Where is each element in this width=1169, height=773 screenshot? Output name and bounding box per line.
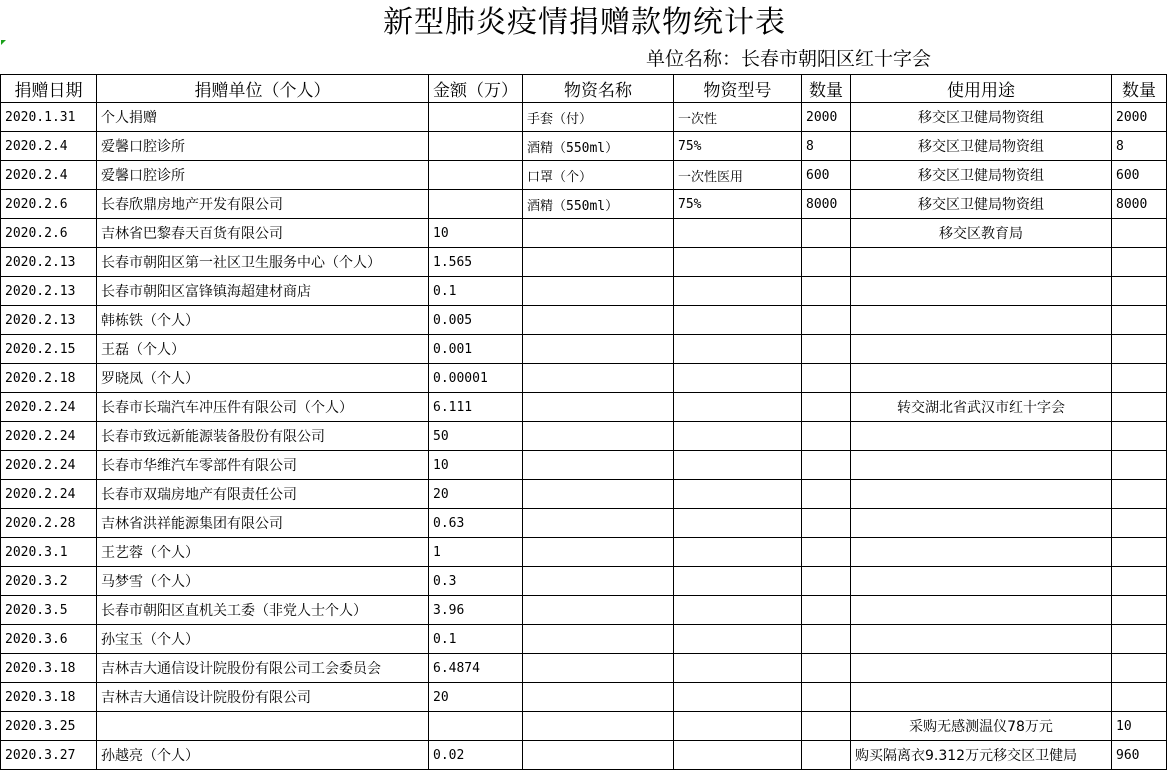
cell-qty2[interactable]: [1112, 422, 1167, 451]
cell-use[interactable]: 移交区卫健局物资组: [851, 103, 1112, 132]
cell-item[interactable]: [523, 567, 674, 596]
cell-qty2[interactable]: [1112, 306, 1167, 335]
cell-qty[interactable]: [802, 306, 851, 335]
cell-donor[interactable]: 王磊（个人）: [97, 335, 429, 364]
cell-qty[interactable]: [802, 712, 851, 741]
cell-use[interactable]: [851, 335, 1112, 364]
cell-qty[interactable]: [802, 654, 851, 683]
cell-amount[interactable]: 6.4874: [429, 654, 523, 683]
cell-use[interactable]: [851, 509, 1112, 538]
cell-item[interactable]: 酒精（550ml）: [523, 190, 674, 219]
cell-date[interactable]: 2020.2.13: [1, 248, 97, 277]
table-row: [1, 480, 1167, 509]
cell-item[interactable]: [523, 422, 674, 451]
cell-qty2[interactable]: [1112, 451, 1167, 480]
cell-amount[interactable]: [429, 132, 523, 161]
table-row: [1, 683, 1167, 712]
cell-qty[interactable]: [802, 567, 851, 596]
col-qty-header[interactable]: 数量: [802, 75, 851, 103]
cell-amount[interactable]: 3.96: [429, 596, 523, 625]
cell-model[interactable]: 75%: [674, 132, 802, 161]
cell-qty2[interactable]: [1112, 509, 1167, 538]
cell-use[interactable]: [851, 422, 1112, 451]
cell-model[interactable]: [674, 248, 802, 277]
cell-date[interactable]: 2020.2.13: [1, 277, 97, 306]
cell-qty2[interactable]: [1112, 654, 1167, 683]
cell-use[interactable]: [851, 306, 1112, 335]
cell-use[interactable]: [851, 654, 1112, 683]
cell-donor[interactable]: 韩栋铁（个人）: [97, 306, 429, 335]
col-use-header[interactable]: 使用用途: [851, 75, 1112, 103]
cell-amount[interactable]: 0.3: [429, 567, 523, 596]
cell-model[interactable]: [674, 596, 802, 625]
cell-qty2[interactable]: [1112, 277, 1167, 306]
cell-donor[interactable]: 长春市致远新能源装备股份有限公司: [97, 422, 429, 451]
table-row: [1, 625, 1167, 654]
cell-model[interactable]: [674, 654, 802, 683]
cell-date[interactable]: 2020.3.27: [1, 741, 97, 770]
cell-qty2[interactable]: 2000: [1112, 103, 1167, 132]
cell-date[interactable]: 2020.2.24: [1, 451, 97, 480]
cell-date[interactable]: 2020.2.18: [1, 364, 97, 393]
cell-use[interactable]: 采购无感测温仪78万元: [851, 712, 1112, 741]
cell-marker: [1, 40, 6, 45]
cell-item[interactable]: 手套（付）: [523, 103, 674, 132]
table-row: [1, 393, 1167, 422]
cell-amount[interactable]: 20: [429, 480, 523, 509]
cell-amount[interactable]: 6.111: [429, 393, 523, 422]
cell-model[interactable]: [674, 335, 802, 364]
table-row: [1, 538, 1167, 567]
cell-use[interactable]: [851, 451, 1112, 480]
cell-model[interactable]: [674, 277, 802, 306]
cell-use[interactable]: [851, 625, 1112, 654]
cell-item[interactable]: [523, 277, 674, 306]
cell-item[interactable]: [523, 509, 674, 538]
cell-model[interactable]: [674, 509, 802, 538]
cell-qty[interactable]: 8000: [802, 190, 851, 219]
cell-qty2[interactable]: [1112, 364, 1167, 393]
cell-amount[interactable]: [429, 161, 523, 190]
cell-date[interactable]: 2020.3.1: [1, 538, 97, 567]
cell-use[interactable]: 购买隔离衣9.312万元移交区卫健局: [851, 741, 1112, 770]
cell-use[interactable]: [851, 364, 1112, 393]
cell-model[interactable]: [674, 538, 802, 567]
table-row: [1, 277, 1167, 306]
cell-item[interactable]: [523, 248, 674, 277]
cell-amount[interactable]: 0.1: [429, 625, 523, 654]
cell-item[interactable]: [523, 712, 674, 741]
cell-amount[interactable]: [429, 103, 523, 132]
table-row: [1, 219, 1167, 248]
cell-item[interactable]: 酒精（550ml）: [523, 132, 674, 161]
cell-use[interactable]: 移交区卫健局物资组: [851, 161, 1112, 190]
col-donor-header[interactable]: 捐赠单位（个人）: [97, 75, 429, 103]
cell-qty2[interactable]: 10: [1112, 712, 1167, 741]
cell-model[interactable]: 一次性: [674, 103, 802, 132]
cell-qty2[interactable]: [1112, 335, 1167, 364]
cell-donor[interactable]: 吉林吉大通信设计院股份有限公司工会委员会: [97, 654, 429, 683]
cell-amount[interactable]: 10: [429, 451, 523, 480]
cell-date[interactable]: 2020.2.4: [1, 132, 97, 161]
cell-item[interactable]: [523, 219, 674, 248]
cell-donor[interactable]: 长春欣鼎房地产开发有限公司: [97, 190, 429, 219]
cell-donor[interactable]: 长春市朝阳区直机关工委（非党人士个人）: [97, 596, 429, 625]
cell-qty2[interactable]: [1112, 683, 1167, 712]
cell-date[interactable]: 2020.2.13: [1, 306, 97, 335]
cell-qty2[interactable]: [1112, 248, 1167, 277]
cell-donor[interactable]: 孙越亮（个人）: [97, 741, 429, 770]
cell-item[interactable]: [523, 480, 674, 509]
cell-qty[interactable]: [802, 219, 851, 248]
table-row: [1, 567, 1167, 596]
cell-item[interactable]: [523, 364, 674, 393]
cell-amount[interactable]: 50: [429, 422, 523, 451]
cell-qty2[interactable]: [1112, 393, 1167, 422]
cell-item[interactable]: 口罩（个）: [523, 161, 674, 190]
table-row: [1, 335, 1167, 364]
cell-date[interactable]: 2020.2.24: [1, 393, 97, 422]
cell-item[interactable]: [523, 538, 674, 567]
cell-qty[interactable]: [802, 422, 851, 451]
cell-item[interactable]: [523, 596, 674, 625]
cell-qty[interactable]: [802, 451, 851, 480]
cell-donor[interactable]: 马梦雪（个人）: [97, 567, 429, 596]
cell-model[interactable]: 一次性医用: [674, 161, 802, 190]
cell-date[interactable]: 2020.3.6: [1, 625, 97, 654]
cell-donor[interactable]: 个人捐赠: [97, 103, 429, 132]
table-row: [1, 132, 1167, 161]
cell-amount[interactable]: 0.005: [429, 306, 523, 335]
cell-amount[interactable]: 1.565: [429, 248, 523, 277]
cell-donor[interactable]: 吉林省巴黎春天百货有限公司: [97, 219, 429, 248]
cell-donor[interactable]: 王艺蓉（个人）: [97, 538, 429, 567]
cell-donor[interactable]: 长春市华维汽车零部件有限公司: [97, 451, 429, 480]
cell-model[interactable]: [674, 625, 802, 654]
cell-qty[interactable]: [802, 596, 851, 625]
cell-model[interactable]: [674, 741, 802, 770]
cell-donor[interactable]: 长春市双瑞房地产有限责任公司: [97, 480, 429, 509]
cell-donor[interactable]: 吉林吉大通信设计院股份有限公司: [97, 683, 429, 712]
table-row: [1, 248, 1167, 277]
cell-date[interactable]: 2020.2.6: [1, 219, 97, 248]
cell-qty[interactable]: [802, 538, 851, 567]
cell-model[interactable]: [674, 393, 802, 422]
cell-qty[interactable]: 2000: [802, 103, 851, 132]
table-row: [1, 306, 1167, 335]
cell-donor[interactable]: 爱馨口腔诊所: [97, 161, 429, 190]
cell-item[interactable]: [523, 625, 674, 654]
cell-use[interactable]: [851, 248, 1112, 277]
cell-qty2[interactable]: [1112, 219, 1167, 248]
table-row: [1, 741, 1167, 770]
cell-qty2[interactable]: [1112, 567, 1167, 596]
cell-amount[interactable]: [429, 190, 523, 219]
table-row: [1, 596, 1167, 625]
cell-item[interactable]: [523, 741, 674, 770]
cell-qty[interactable]: [802, 480, 851, 509]
table-row: [1, 190, 1167, 219]
cell-qty2[interactable]: [1112, 596, 1167, 625]
cell-qty2[interactable]: 960: [1112, 741, 1167, 770]
cell-date[interactable]: 2020.2.15: [1, 335, 97, 364]
cell-use[interactable]: [851, 596, 1112, 625]
cell-qty2[interactable]: 8000: [1112, 190, 1167, 219]
cell-date[interactable]: 2020.3.2: [1, 567, 97, 596]
cell-qty[interactable]: [802, 625, 851, 654]
cell-model[interactable]: [674, 683, 802, 712]
cell-item[interactable]: [523, 451, 674, 480]
cell-amount[interactable]: 20: [429, 683, 523, 712]
cell-date[interactable]: 2020.2.6: [1, 190, 97, 219]
table-row: [1, 712, 1167, 741]
col-date-header[interactable]: 捐赠日期: [1, 75, 97, 103]
cell-date[interactable]: 2020.2.24: [1, 480, 97, 509]
cell-qty[interactable]: [802, 277, 851, 306]
cell-use[interactable]: [851, 538, 1112, 567]
cell-date[interactable]: 2020.2.28: [1, 509, 97, 538]
cell-item[interactable]: [523, 335, 674, 364]
cell-use[interactable]: 移交区卫健局物资组: [851, 132, 1112, 161]
cell-model[interactable]: [674, 480, 802, 509]
cell-date[interactable]: 2020.3.25: [1, 712, 97, 741]
table-row: [1, 654, 1167, 683]
cell-donor[interactable]: 爱馨口腔诊所: [97, 132, 429, 161]
cell-amount[interactable]: 1: [429, 538, 523, 567]
cell-use[interactable]: 转交湖北省武汉市红十字会: [851, 393, 1112, 422]
cell-use[interactable]: [851, 277, 1112, 306]
cell-model[interactable]: 75%: [674, 190, 802, 219]
donation-table: [0, 74, 1167, 770]
cell-qty[interactable]: [802, 683, 851, 712]
cell-model[interactable]: [674, 567, 802, 596]
col-model-header[interactable]: 物资型号: [674, 75, 802, 103]
cell-qty[interactable]: [802, 248, 851, 277]
cell-qty2[interactable]: [1112, 625, 1167, 654]
cell-date[interactable]: 2020.2.4: [1, 161, 97, 190]
table-row: [1, 103, 1167, 132]
cell-model[interactable]: [674, 451, 802, 480]
cell-model[interactable]: [674, 712, 802, 741]
cell-amount[interactable]: 0.001: [429, 335, 523, 364]
cell-donor[interactable]: [97, 712, 429, 741]
table-row: [1, 451, 1167, 480]
cell-use[interactable]: [851, 683, 1112, 712]
cell-qty[interactable]: [802, 364, 851, 393]
cell-use[interactable]: 移交区卫健局物资组: [851, 190, 1112, 219]
cell-donor[interactable]: 长春市长瑞汽车冲压件有限公司（个人）: [97, 393, 429, 422]
cell-qty[interactable]: [802, 335, 851, 364]
cell-item[interactable]: [523, 306, 674, 335]
cell-model[interactable]: [674, 219, 802, 248]
cell-amount[interactable]: 10: [429, 219, 523, 248]
cell-model[interactable]: [674, 364, 802, 393]
cell-amount[interactable]: 0.00001: [429, 364, 523, 393]
table-row: [1, 161, 1167, 190]
cell-qty2[interactable]: [1112, 480, 1167, 509]
cell-item[interactable]: [523, 393, 674, 422]
table-row: [1, 364, 1167, 393]
unit-name: 单位名称：长春市朝阳区红十字会: [646, 48, 932, 70]
sheet-title: 新型肺炎疫情捐赠款物统计表: [383, 5, 786, 40]
cell-date[interactable]: 2020.3.18: [1, 683, 97, 712]
table-row: [1, 422, 1167, 451]
cell-qty[interactable]: 8: [802, 132, 851, 161]
cell-amount[interactable]: [429, 712, 523, 741]
table-row: [1, 509, 1167, 538]
cell-item[interactable]: [523, 683, 674, 712]
col-qty2-header[interactable]: 数量: [1112, 75, 1167, 103]
cell-date[interactable]: 2020.3.18: [1, 654, 97, 683]
cell-qty[interactable]: [802, 741, 851, 770]
cell-model[interactable]: [674, 306, 802, 335]
header-row: [1, 75, 1167, 103]
cell-date[interactable]: 2020.1.31: [1, 103, 97, 132]
cell-qty[interactable]: [802, 509, 851, 538]
cell-qty2[interactable]: 8: [1112, 132, 1167, 161]
cell-donor[interactable]: 长春市朝阳区第一社区卫生服务中心（个人）: [97, 248, 429, 277]
cell-date[interactable]: 2020.2.24: [1, 422, 97, 451]
cell-item[interactable]: [523, 654, 674, 683]
cell-qty2[interactable]: [1112, 538, 1167, 567]
col-amount-header[interactable]: 金额（万）: [429, 75, 523, 103]
cell-model[interactable]: [674, 422, 802, 451]
table-body: [1, 103, 1167, 770]
cell-qty[interactable]: [802, 393, 851, 422]
cell-donor[interactable]: 孙宝玉（个人）: [97, 625, 429, 654]
col-item-header[interactable]: 物资名称: [523, 75, 674, 103]
cell-use[interactable]: 移交区教育局: [851, 219, 1112, 248]
cell-donor[interactable]: 罗晓凤（个人）: [97, 364, 429, 393]
cell-donor[interactable]: 吉林省洪祥能源集团有限公司: [97, 509, 429, 538]
cell-amount[interactable]: 0.02: [429, 741, 523, 770]
cell-qty2[interactable]: 600: [1112, 161, 1167, 190]
cell-use[interactable]: [851, 567, 1112, 596]
cell-use[interactable]: [851, 480, 1112, 509]
cell-qty[interactable]: 600: [802, 161, 851, 190]
cell-amount[interactable]: 0.63: [429, 509, 523, 538]
cell-donor[interactable]: 长春市朝阳区富锋镇海超建材商店: [97, 277, 429, 306]
cell-amount[interactable]: 0.1: [429, 277, 523, 306]
cell-date[interactable]: 2020.3.5: [1, 596, 97, 625]
